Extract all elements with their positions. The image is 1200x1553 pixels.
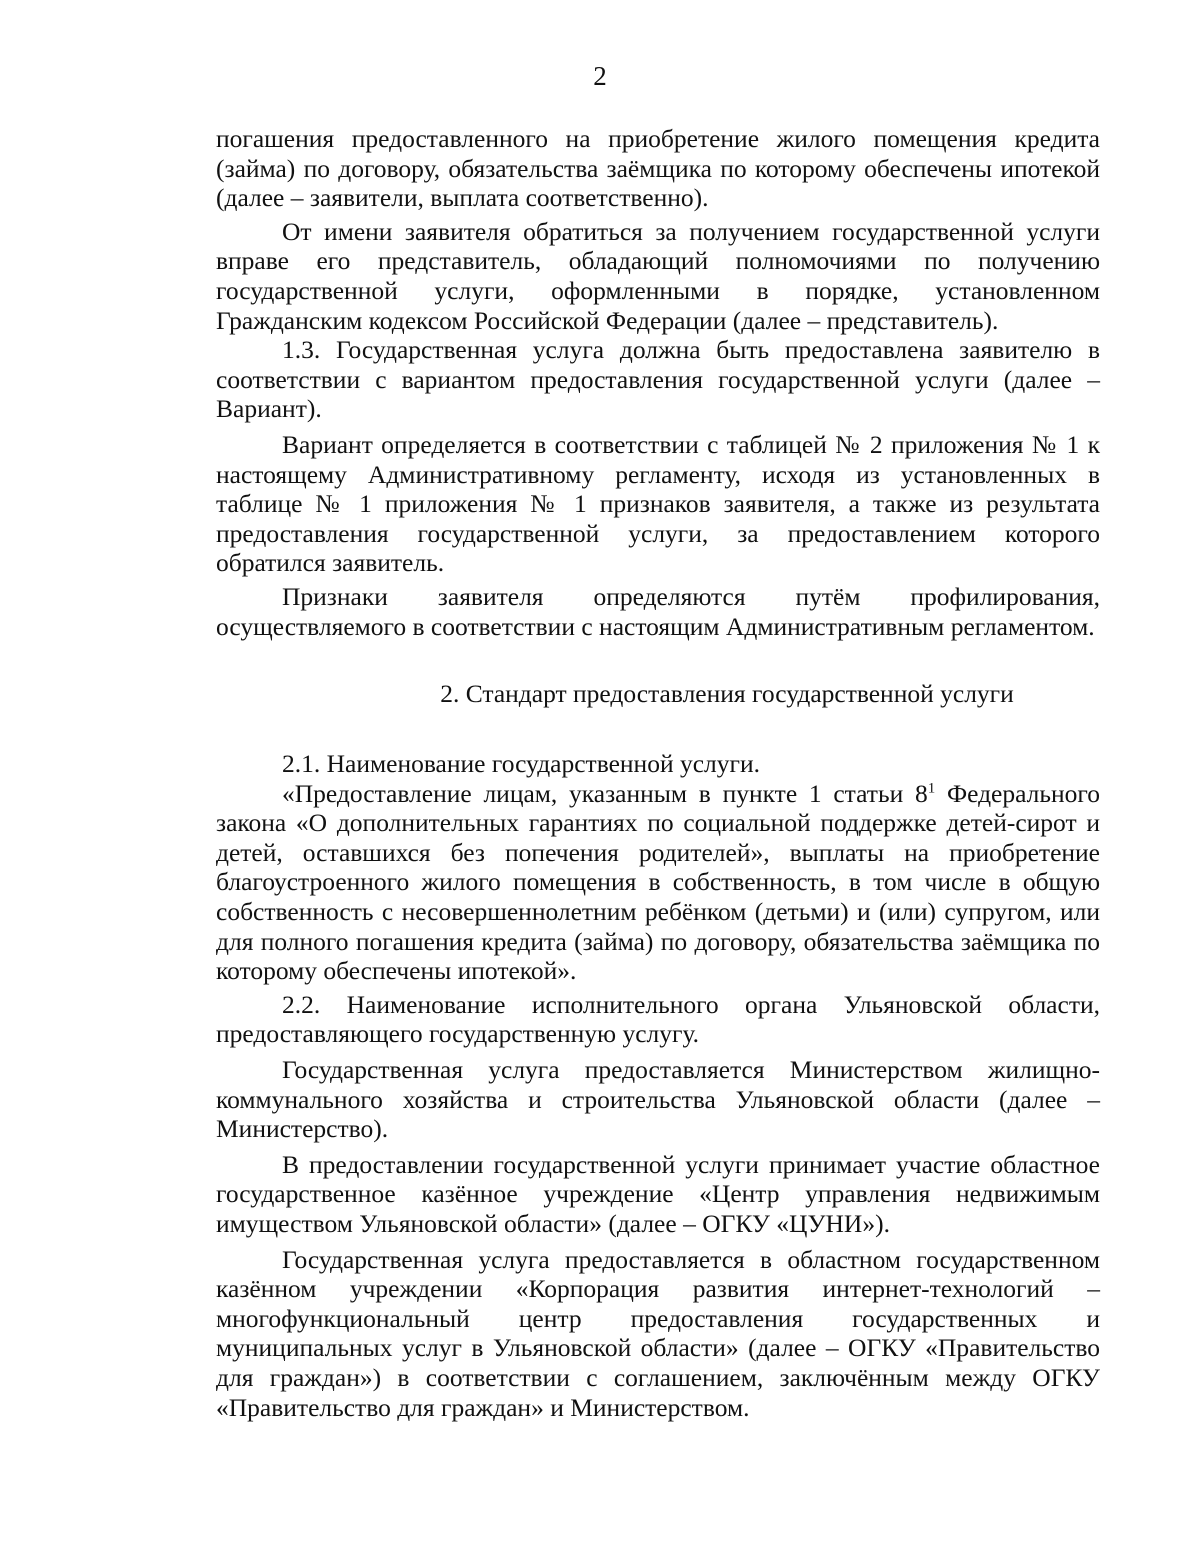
paragraph-2-2: 2.2. Наименование исполнительного органа Ульяновской области, предоставляющего государственную услугу. [216, 989, 1100, 1049]
paragraph-variant: Вариант определяется в соответствии с таблицей № 2 приложения № 1 к настоящему Административному регламенту, исходя из установленных в таблице № 1 приложения № 1 признаков заявителя, а также из результата предоставления государственной услуги, за предоставлением которого обратился заявитель. [216, 429, 1100, 578]
document-body [216, 124, 1100, 1422]
paragraph-continuation: погашения предоставленного на приобретение жилого помещения кредита (займа) по договору, обязательства заёмщика по которому обеспечены ипотекой (далее – заявители, выплата соответственно). [216, 124, 1100, 213]
paragraph-applicant-features: Признаки заявителя определяются путём профилирования, осуществляемого в соответствии с настоящим Административным регламентом. [216, 581, 1100, 641]
section-heading: 2. Стандарт предоставления государственной услуги [440, 679, 1014, 709]
paragraph-representative: От имени заявителя обратиться за получением государственной услуги вправе его представитель, обладающий полномочиями по получению государственной услуги, оформленными в порядке, установленном Гражданским кодексом Российской Федерации (далее – представитель). [216, 216, 1100, 335]
service-name-part-1: «Предоставление лицам, указанным в пункте 1 статьи 8 [282, 778, 928, 808]
page-number: 2 [593, 61, 607, 91]
paragraph-tsuni: В предоставлении государственной услуги принимает участие областное государственное казённое учреждение «Центр управления недвижимым имуществом Ульяновской области» (далее – ОГКУ «ЦУНИ»). [216, 1149, 1100, 1238]
service-name-part-2: Федерального закона «О дополнительных гарантиях по социальной поддержке детей-сирот и детей, оставшихся без попечения родителей», выплаты на приобретение благоустроенного жилого помещения в собственность, в том числе в общую собственность с несовершеннолетним ребёнком (детьми) и (или) супругом, или для полного погашения кредита (займа) по договору, обязательства заёмщика по которому обеспечены ипотекой». [216, 778, 1100, 986]
paragraph-1-3: 1.3. Государственная услуга должна быть предоставлена заявителю в соответствии с вариантом предоставления государственной услуги (далее – Вариант). [216, 335, 1100, 424]
article-superscript: 1 [927, 780, 936, 797]
paragraph-ministry: Государственная услуга предоставляется Министерством жилищно-коммунального хозяйства и строительства Ульяновской области (далее – Министерство). [216, 1055, 1100, 1144]
paragraph-2-1: 2.1. Наименование государственной услуги. [282, 749, 761, 779]
paragraph-mfc: Государственная услуга предоставляется в областном государственном казённом учреждении «Корпорация развития интернет-технологий – многофункциональный центр предоставления государственных и муниципальных услуг в Ульяновской области» (далее – ОГКУ «Правительство для граждан») в соответствии с соглашением, заключённым между ОГКУ «Правительство для граждан» и Министерством. [216, 1244, 1100, 1422]
paragraph-service-name [216, 779, 1100, 986]
